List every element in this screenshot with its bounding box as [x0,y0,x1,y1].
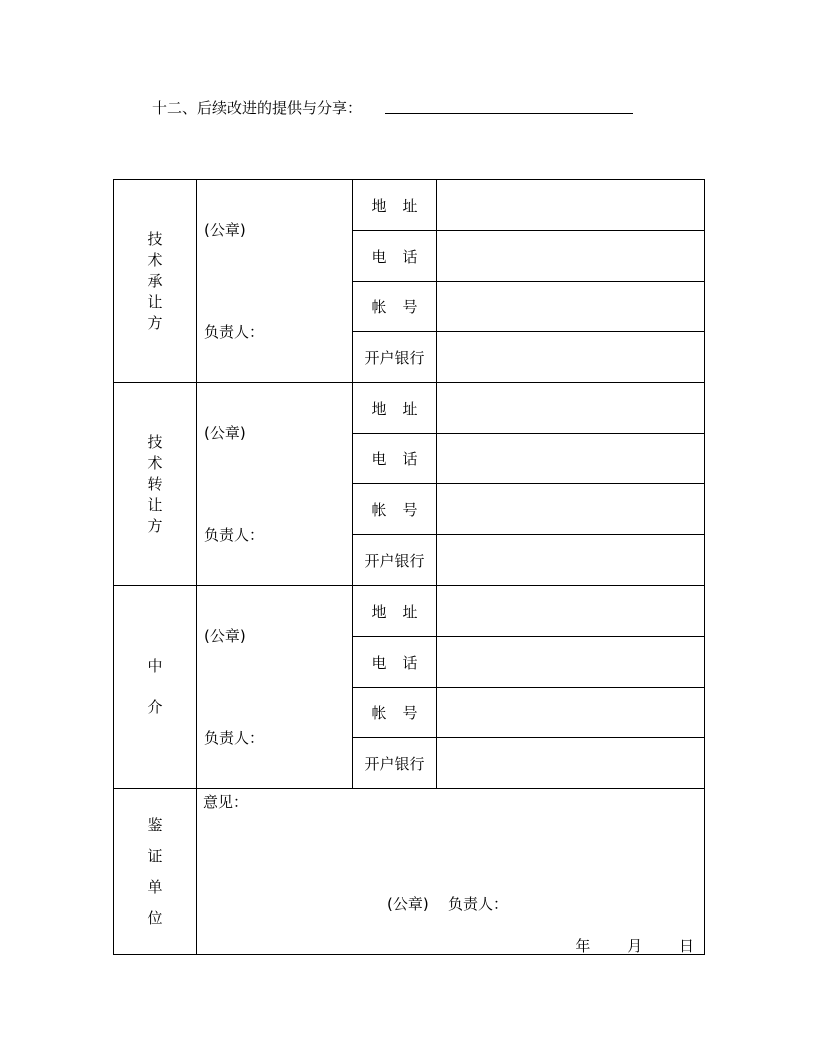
date-line [575,935,694,956]
day-label: 日 [678,937,694,955]
name-char: 证 [147,846,163,865]
address-label: 地 址 [353,383,437,434]
opinion-label: 意见： [203,793,249,811]
name-char: 承 [147,271,163,290]
section-heading: 十二、后续改进的提供与分享： [152,99,363,117]
party-2-account-field[interactable] [437,484,705,535]
account-label: 帐 号 [353,688,437,738]
person-in-charge-label: 负责人： [204,526,265,544]
name-char: 让 [147,292,163,311]
seal-label: (公章) [204,627,246,645]
evaluation-unit-name [114,789,197,955]
bank-label: 开户银行 [353,332,437,383]
party-1-address-field[interactable] [437,180,705,231]
party-3-address-field[interactable] [437,586,705,637]
party-1-bank-field[interactable] [437,332,705,383]
name-char: 技 [147,229,163,248]
party-2-address-field[interactable] [437,383,705,434]
party-3-name [114,586,197,789]
party-2-name [114,383,197,586]
seal-label: (公章) [204,221,246,239]
address-label: 地 址 [353,180,437,231]
contract-signature-table [113,179,705,955]
name-char: 让 [147,495,163,514]
seal-label: (公章) [387,895,429,913]
name-char: 术 [147,453,163,472]
name-char: 鉴 [147,815,163,834]
name-char: 转 [147,474,163,493]
name-char: 技 [147,432,163,451]
evaluation-opinion-cell[interactable] [197,789,705,955]
name-char: 介 [147,698,163,716]
person-in-charge-label: 负责人： [448,895,509,913]
account-label: 帐 号 [353,282,437,332]
year-label: 年 [575,937,591,955]
person-in-charge-label: 负责人： [204,729,265,747]
party-3-bank-field[interactable] [437,738,705,789]
address-label: 地 址 [353,586,437,637]
heading-blank-line [385,113,633,114]
party-1-account-field[interactable] [437,282,705,332]
phone-label: 电 话 [353,434,437,484]
month-label: 月 [627,937,643,955]
name-char: 中 [147,657,163,675]
party-3-account-field[interactable] [437,688,705,738]
name-char: 术 [147,250,163,269]
party-1-signature-cell[interactable] [197,180,353,383]
party-2-signature-cell[interactable] [197,383,353,586]
party-1-name [114,180,197,383]
party-2-phone-field[interactable] [437,434,705,484]
account-label: 帐 号 [353,484,437,535]
name-char: 单 [147,877,163,896]
seal-label: (公章) [204,424,246,442]
person-in-charge-label: 负责人： [204,323,265,341]
party-1-row-address [114,180,705,231]
party-1-phone-field[interactable] [437,231,705,282]
bank-label: 开户银行 [353,738,437,789]
phone-label: 电 话 [353,637,437,688]
phone-label: 电 话 [353,231,437,282]
name-char: 位 [147,908,163,927]
bank-label: 开户银行 [353,535,437,586]
party-3-signature-cell[interactable] [197,586,353,789]
name-char: 方 [147,313,163,332]
party-2-bank-field[interactable] [437,535,705,586]
party-3-phone-field[interactable] [437,637,705,688]
name-char: 方 [147,516,163,535]
